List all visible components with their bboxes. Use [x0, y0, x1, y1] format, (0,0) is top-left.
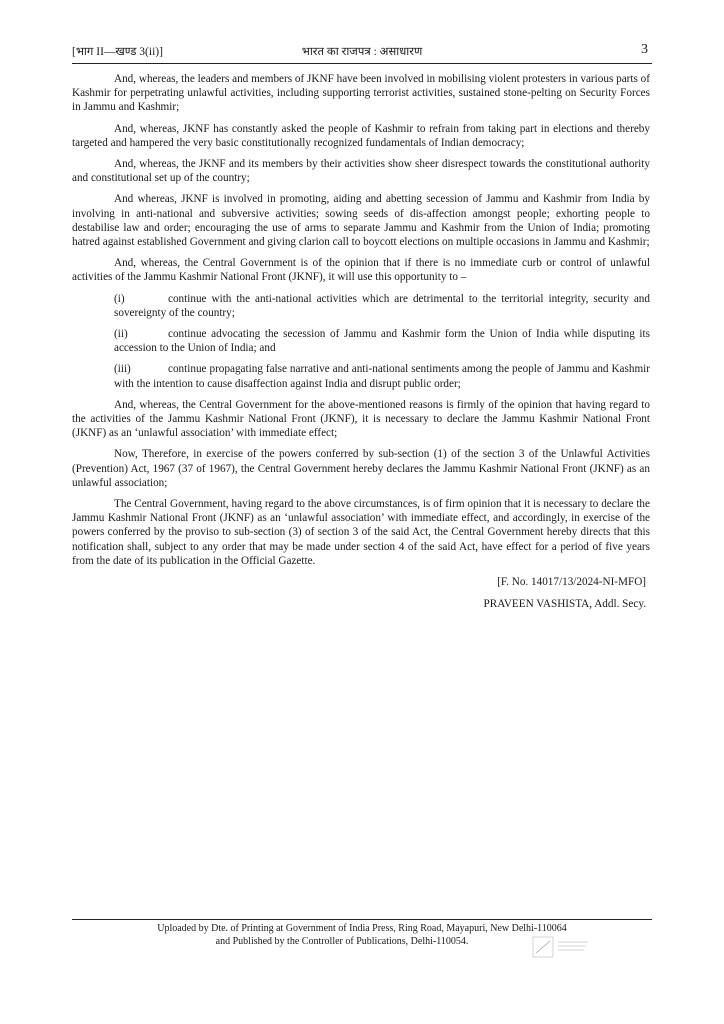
list-item	[72, 292, 650, 320]
signature-mark-icon	[532, 936, 554, 958]
signature-text-icon	[556, 937, 592, 957]
list-item-text: continue with the anti-national activities which are detrimental to the territorial integrity, security and sovereignty of the country;	[114, 292, 650, 319]
page-number: 3	[641, 42, 648, 57]
list-item-number: (ii)	[114, 328, 128, 341]
paragraph: And, whereas, the leaders and members of JKNF have been involved in mobilising violent protesters in various parts of Kashmir for perpetrating unlawful activities, including supporting terrorist activities, sustained stone-pelting on Security Forces in Jammu and Kashmir;	[72, 73, 650, 114]
paragraph: The Central Government, having regard to the above circumstances, is of firm opinion that it is necessary to declare the Jammu Kashmir National Front (JKNF) as an ‘unlawful association’ with immediate effect, and accordingly, in exercise of the powers conferred by the proviso to sub-section (3) of section 3 of the said Act, the Central Government hereby directs that this notification shall, subject to any order that may be made under section 4 of the said Act, have effect for a period of five years from the date of its publication in the Official Gazette.	[72, 498, 650, 567]
paragraph: And, whereas, the Central Government for the above-mentioned reasons is firmly of the opinion that having regard to the activities of the Jammu Kashmir National Front (JKNF), it is necessary to declare the Jammu Kashmir National Front (JKNF) as an ‘unlawful association’ with immediate effect;	[72, 398, 650, 440]
paragraph: And, whereas, the JKNF and its members by their activities show sheer disrespect towards the constitutional authority and constitutional set up of the country;	[72, 158, 650, 185]
header-gazette-title: भारत का राजपत्र : असाधारण	[301, 46, 423, 58]
signatory: PRAVEEN VASHISTA, Addl. Secy.	[483, 598, 646, 611]
list-item-text: continue propagating false narrative and anti-national sentiments among the people of Jammu and Kashmir with the intention to cause disaffection against India and disrupt public order;	[114, 363, 650, 390]
digital-signature-stamp	[532, 936, 592, 958]
paragraph: Now, Therefore, in exercise of the powers conferred by sub-section (1) of the section 3 of the Unlawful Activities (Prevention) Act, 1967 (37 of 1967), the Central Government hereby declares the Jammu Kashmir National Front (JKNF) as an unlawful association;	[72, 448, 650, 489]
list-item-text: continue advocating the secession of Jammu and Kashmir form the Union of India while disputing its accession to the Union of India; and	[114, 328, 650, 355]
footer-rule	[72, 919, 652, 920]
paragraph: And, whereas, JKNF has constantly asked the people of Kashmir to refrain from taking part in elections and thereby targeted and hampered the very basic constitutionally recognized fundamentals of Indian democracy;	[72, 122, 650, 149]
header-part-section: [भाग II—खण्ड 3(ii)]	[72, 46, 163, 58]
list-item-number: (i)	[114, 292, 125, 305]
footer-line-2: and Published by the Controller of Publications, Delhi-110054.	[215, 936, 469, 947]
list-item	[72, 362, 650, 390]
paragraph: And whereas, JKNF is involved in promoting, aiding and abetting secession of Jammu and Kashmir from India by involving in anti-national and subversive activities; sowing seeds of dis-affection amongst people; exhorting people to destabilise law and order; encouraging the use of arms to separate Jammu and Kashmir from the Union of India; promoting hatred against established Government and giving clarion call to boycott elections on multiple occasions in Jammu and Kashmir;	[72, 193, 650, 249]
list-item	[72, 327, 650, 355]
list-item-number: (iii)	[114, 363, 131, 376]
footer-line-1: Uploaded by Dte. of Printing at Government of India Press, Ring Road, Mayapuri, New Delhi-110064	[157, 923, 567, 934]
paragraph: And, whereas, the Central Government is of the opinion that if there is no immediate curb or control of unlawful activities of the Jammu Kashmir National Front (JKNF), it will use this opportunity to –	[72, 257, 650, 284]
notification-body	[72, 72, 650, 612]
header-rule	[72, 63, 652, 64]
file-number: [F. No. 14017/13/2024-NI-MFO]	[497, 576, 646, 589]
page-header	[72, 42, 652, 64]
